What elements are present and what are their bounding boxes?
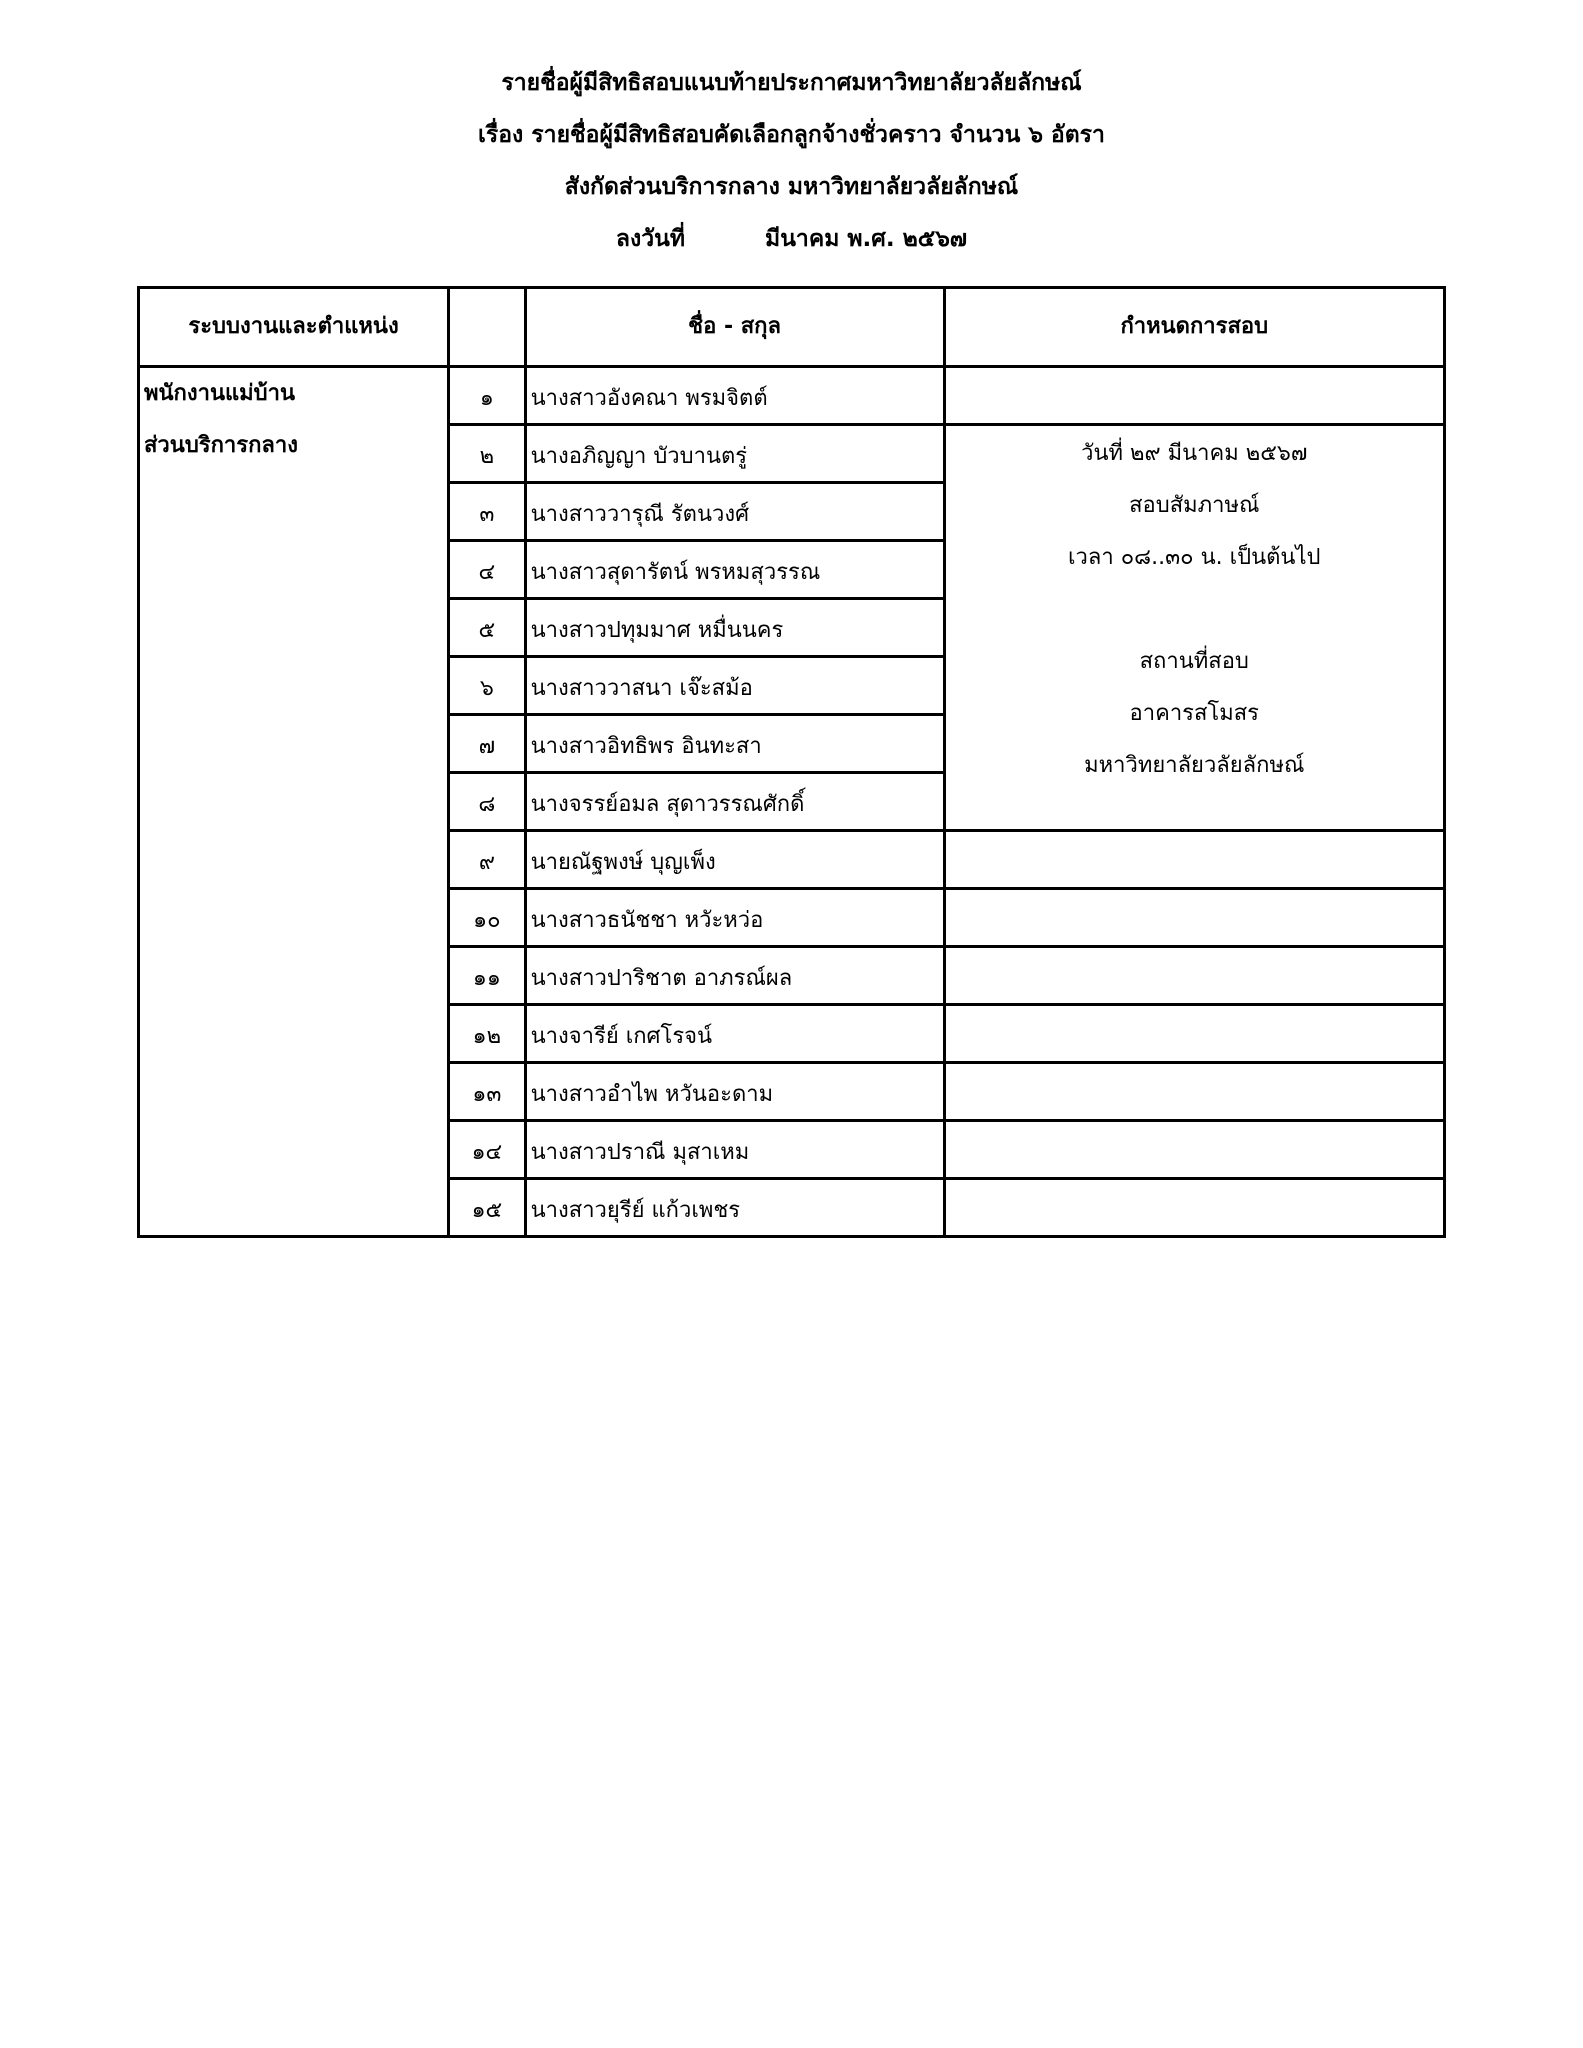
row-number: ๑๕ xyxy=(449,1179,526,1237)
candidate-name: นายณัฐพงษ์ บุญเพ็ง xyxy=(525,831,944,889)
row-number: ๖ xyxy=(449,657,526,715)
schedule-line xyxy=(946,582,1443,634)
row-number: ๕ xyxy=(449,599,526,657)
doc-title-line2: เรื่อง รายชื่อผู้มีสิทธิสอบคัดเลือกลูกจ้างชั่วคราว จำนวน ๖ อัตรา xyxy=(478,122,1105,148)
candidate-name: นางอภิญญา บัวบานตรู่ xyxy=(525,425,944,483)
date-label: ลงวันที่ xyxy=(615,226,686,252)
schedule-empty-cell xyxy=(944,1179,1444,1237)
candidate-name: นางสาวอำไพ หวันอะดาม xyxy=(525,1063,944,1121)
row-number: ๒ xyxy=(449,425,526,483)
position-line: ส่วนบริการกลาง xyxy=(144,433,298,458)
date-value: มีนาคม พ.ศ. ๒๕๖๗ xyxy=(765,226,968,252)
table-row xyxy=(139,367,1445,425)
schedule-empty-cell xyxy=(944,947,1444,1005)
row-number: ๑๒ xyxy=(449,1005,526,1063)
row-number: ๑๔ xyxy=(449,1121,526,1179)
doc-title-line3: สังกัดส่วนบริการกลาง มหาวิทยาลัยวลัยลักษณ์ xyxy=(564,174,1019,200)
schedule-line: สอบสัมภาษณ์ xyxy=(1129,493,1260,518)
col-header-number xyxy=(449,288,526,367)
schedule-line: วันที่ ๒๙ มีนาคม ๒๕๖๗ xyxy=(1081,441,1308,466)
row-number: ๗ xyxy=(449,715,526,773)
schedule-line: อาคารสโมสร xyxy=(1129,701,1259,726)
row-number: ๙ xyxy=(449,831,526,889)
candidate-name: นางสาวอังคณา พรมจิตต์ xyxy=(525,367,944,425)
candidate-name: นางสาววารุณี รัตนวงศ์ xyxy=(525,483,944,541)
candidate-name: นางสาวอิทธิพร อินทะสา xyxy=(525,715,944,773)
candidate-name: นางสาวปทุมมาศ หมื่นนคร xyxy=(525,599,944,657)
row-number: ๔ xyxy=(449,541,526,599)
candidate-name: นางสาวสุดารัตน์ พรหมสุวรรณ xyxy=(525,541,944,599)
col-header-position: ระบบงานและตำแหน่ง xyxy=(139,288,449,367)
row-number: ๓ xyxy=(449,483,526,541)
position-line: พนักงานแม่บ้าน xyxy=(144,381,296,406)
candidate-name: นางสาวปราณี มุสาเหม xyxy=(525,1121,944,1179)
candidate-name: นางสาวธนัชชา หวัะหว่อ xyxy=(525,889,944,947)
table-header-row xyxy=(139,288,1445,367)
schedule-empty-cell xyxy=(944,1063,1444,1121)
col-header-schedule: กำหนดการสอบ xyxy=(944,288,1444,367)
doc-title-line4 xyxy=(0,224,1583,254)
schedule-empty-cell xyxy=(944,831,1444,889)
schedule-cell xyxy=(944,425,1444,831)
candidate-name: นางจรรย์อมล สุดาวรรณศักดิ์ xyxy=(525,773,944,831)
row-number: ๑ xyxy=(449,367,526,425)
col-header-name: ชื่อ - สกุล xyxy=(525,288,944,367)
schedule-line: สถานที่สอบ xyxy=(1139,649,1249,674)
candidate-name: นางจารีย์ เกศโรจน์ xyxy=(525,1005,944,1063)
candidate-name: นางสาวยุรีย์ แก้วเพชร xyxy=(525,1179,944,1237)
schedule-empty-cell xyxy=(944,1005,1444,1063)
position-cell xyxy=(139,367,449,1237)
schedule-line: เวลา ๐๘..๓๐ น. เป็นต้นไป xyxy=(1068,545,1321,570)
row-number: ๑๑ xyxy=(449,947,526,1005)
candidate-name: นางสาววาสนา เจ๊ะสม้อ xyxy=(525,657,944,715)
row-number: ๘ xyxy=(449,773,526,831)
schedule-empty-cell xyxy=(944,1121,1444,1179)
schedule-empty-cell xyxy=(944,889,1444,947)
schedule-empty-cell xyxy=(944,367,1444,425)
schedule-line: มหาวิทยาลัยวลัยลักษณ์ xyxy=(1084,753,1305,778)
candidate-table xyxy=(137,286,1446,1238)
row-number: ๑๓ xyxy=(449,1063,526,1121)
row-number: ๑๐ xyxy=(449,889,526,947)
doc-title-line1: รายชื่อผู้มีสิทธิสอบแนบท้ายประกาศมหาวิทยาลัยวลัยลักษณ์ xyxy=(501,70,1082,96)
candidate-name: นางสาวปาริชาต อาภรณ์ผล xyxy=(525,947,944,1005)
